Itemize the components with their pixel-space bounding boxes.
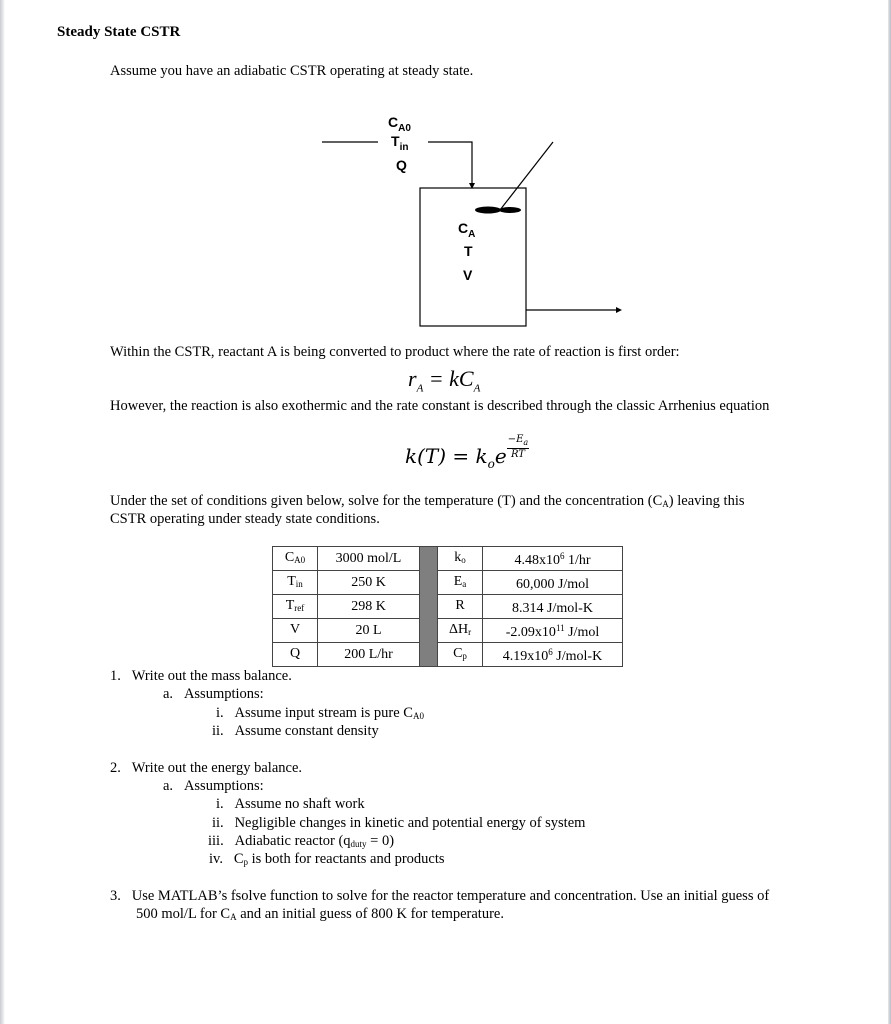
param-value: $4.19x10^6$ J/mol-K bbox=[483, 643, 623, 667]
table-row bbox=[273, 571, 623, 595]
arrhenius-paragraph: However, the reaction is also exothermic and the rate constant is described through the classic Arrhenius equation bbox=[110, 398, 770, 414]
inlet-label-ca0: $C_{A0}$ bbox=[388, 114, 411, 134]
conditions-paragraph: Under the set of conditions given below, solve for the temperature (T) and the concentration $(C_A)$ leaving this bbox=[110, 493, 745, 509]
arrhenius-equation: $k(T) = k_oe$ $\frac{-E_a}{RT}$ bbox=[405, 434, 529, 471]
param-value: 3000 mol/L bbox=[318, 547, 420, 571]
param-symbol: $E_a$ bbox=[438, 571, 483, 595]
param-symbol: V bbox=[273, 619, 318, 643]
param-value: 250 K bbox=[318, 571, 420, 595]
param-value: 20 L bbox=[318, 619, 420, 643]
param-value: $-2.09x10^{11}$ J/mol bbox=[483, 619, 623, 643]
task-2-item-i: i. Assume no shaft work bbox=[216, 796, 365, 812]
task-2-item-iii: iii. Adiabatic reactor $(q_{duty} = 0)$ bbox=[208, 833, 395, 849]
task-1-item-ii: ii. Assume constant density bbox=[212, 723, 379, 739]
rate-equation: $r_A = kC_A$ bbox=[408, 366, 481, 395]
table-row bbox=[273, 643, 623, 667]
param-symbol: R bbox=[438, 595, 483, 619]
task-2-subheading: a. Assumptions: bbox=[163, 778, 264, 794]
param-symbol: $\Delta H_r$ bbox=[438, 619, 483, 643]
table-row bbox=[273, 547, 623, 571]
task-2-item-iv: iv. $C_p$ is both for reactants and products bbox=[209, 851, 445, 867]
conditions-paragraph-line2: CSTR operating under steady state conditions. bbox=[110, 511, 380, 527]
inlet-label-tin: $T_{in}$ bbox=[391, 133, 409, 153]
param-symbol: $k_o$ bbox=[438, 547, 483, 571]
task-2-item-ii: ii. Negligible changes in kinetic and potential energy of system bbox=[212, 815, 586, 831]
inlet-label-q: Q bbox=[396, 157, 407, 173]
param-symbol: $C_p$ bbox=[438, 643, 483, 667]
param-symbol: Q bbox=[273, 643, 318, 667]
task-2: 2. Write out the energy balance. bbox=[110, 760, 303, 776]
param-symbol: $T_{ref}$ bbox=[273, 595, 318, 619]
param-value: 298 K bbox=[318, 595, 420, 619]
param-symbol: $T_{in}$ bbox=[273, 571, 318, 595]
cstr-schematic-lines bbox=[300, 100, 640, 330]
document-title: Steady State CSTR bbox=[57, 24, 181, 40]
page-left-edge bbox=[0, 0, 5, 1024]
reactor-label-v: V bbox=[463, 267, 473, 283]
param-value: 60,000 J/mol bbox=[483, 571, 623, 595]
table-row bbox=[273, 619, 623, 643]
reactor-label-t: T bbox=[464, 243, 473, 259]
cstr-diagram bbox=[300, 100, 640, 330]
param-symbol: $C_{A0}$ bbox=[273, 547, 318, 571]
table-row bbox=[273, 595, 623, 619]
intro-paragraph: Assume you have an adiabatic CSTR operating at steady state. bbox=[110, 63, 474, 79]
task-1-subheading: a. Assumptions: bbox=[163, 686, 264, 702]
task-3-line2: 500 mol/L for $C_A$ and an initial guess of 800 K for temperature. bbox=[136, 906, 504, 922]
param-value: $4.48x10^6$ 1/hr bbox=[483, 547, 623, 571]
parameters-table bbox=[272, 546, 623, 667]
rate-paragraph: Within the CSTR, reactant A is being converted to product where the rate of reaction is first order: bbox=[110, 344, 680, 360]
param-value: 200 L/hr bbox=[318, 643, 420, 667]
table-divider bbox=[420, 547, 438, 667]
task-3: 3. Use MATLAB’s fsolve function to solve for the reactor temperature and concentration. Use an initial guess of bbox=[110, 888, 770, 904]
reactor-label-ca: $C_A$ bbox=[458, 220, 476, 240]
task-1: 1. Write out the mass balance. bbox=[110, 668, 292, 684]
param-value: 8.314 J/mol-K bbox=[483, 595, 623, 619]
task-1-item-i: i. Assume input stream is pure $C_{A0}$ bbox=[216, 705, 424, 721]
exponent-fraction: $\frac{-E_a}{RT}$ bbox=[507, 434, 529, 460]
